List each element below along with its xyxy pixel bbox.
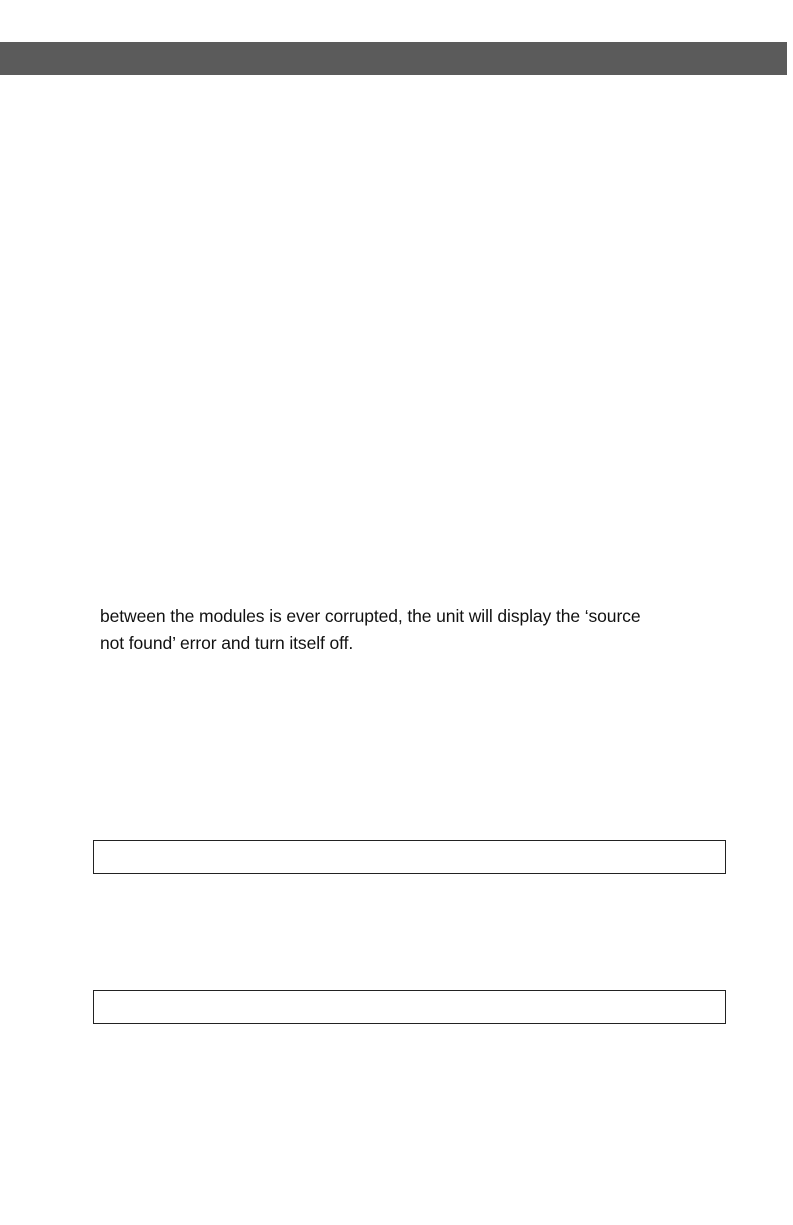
paragraph-line-2: not found’ error and turn itself off. xyxy=(100,633,354,653)
header-bar xyxy=(0,42,793,75)
body-paragraph xyxy=(100,603,720,657)
empty-text-box-1 xyxy=(93,840,726,874)
paragraph-line-1: between the modules is ever corrupted, the unit will display the ‘source xyxy=(100,606,641,626)
empty-text-box-2 xyxy=(93,990,726,1024)
page-top-margin xyxy=(0,0,793,42)
